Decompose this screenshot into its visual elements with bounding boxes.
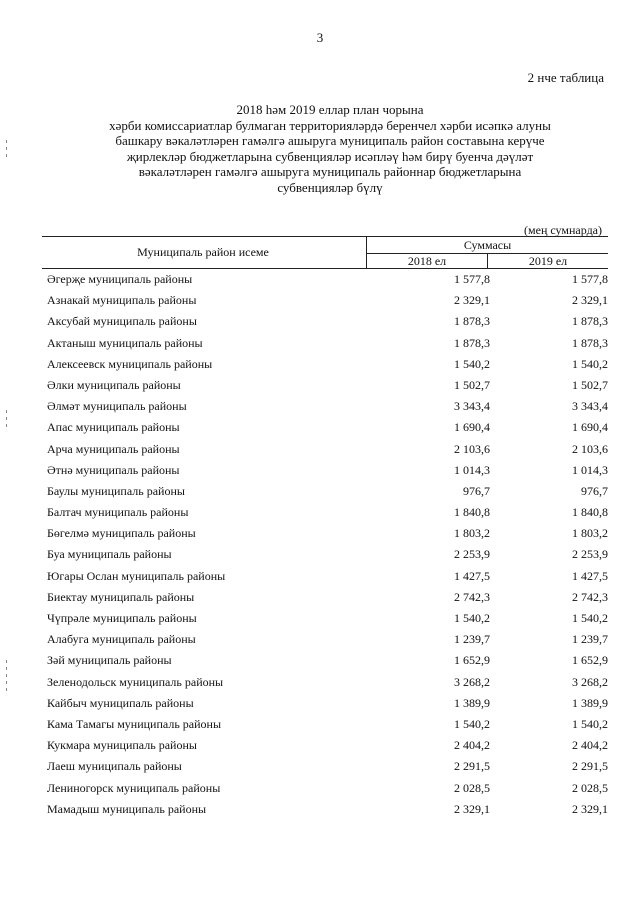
table-row (0, 607, 640, 628)
row-value-2018: 2 253,9 (454, 547, 490, 562)
row-name: Әгерҗе муниципаль районы (47, 272, 193, 286)
table-label: 2 нче таблица (527, 70, 604, 85)
table-row (0, 310, 640, 331)
row-value-2018: 1 502,7 (454, 377, 490, 392)
row-name: Мамадыш муниципаль районы (47, 801, 207, 816)
row-value-2019: 1 427,5 (572, 568, 608, 583)
row-value-2019: 1 577,8 (572, 272, 608, 286)
table-row (0, 692, 640, 713)
table-row (0, 522, 640, 543)
header-year-2019: 2019 ел (528, 254, 568, 268)
table-row (0, 565, 640, 586)
title-line: вәкаләтләрен гамәлгә ашыруга муниципаль районнар бюджетларына (138, 164, 522, 179)
row-value-2018: 2 329,1 (454, 801, 490, 816)
table-row (0, 586, 640, 607)
row-value-2018: 2 329,1 (454, 293, 490, 308)
row-name: Зеленодольск муниципаль районы (47, 674, 224, 689)
row-value-2019: 1 803,2 (572, 526, 608, 541)
row-value-2018: 1 239,7 (454, 632, 490, 647)
table-body (0, 268, 640, 819)
table-row (0, 374, 640, 395)
row-value-2018: 976,7 (463, 483, 490, 498)
margin-marks (6, 140, 8, 161)
row-value-2018: 2 103,6 (454, 441, 490, 456)
row-value-2018: 1 427,5 (454, 568, 490, 583)
row-name: Лаеш муниципаль районы (47, 759, 182, 774)
row-name: Буа муниципаль районы (47, 547, 172, 562)
header-year-2018: 2018 ел (407, 254, 447, 268)
row-name: Азнакай муниципаль районы (47, 293, 197, 308)
row-name: Алабуга муниципаль районы (47, 632, 196, 647)
row-name: Әлмәт муниципаль районы (47, 399, 187, 414)
row-value-2018: 1 803,2 (454, 526, 490, 541)
margin-marks (6, 410, 8, 431)
row-name: Апас муниципаль районы (47, 420, 180, 435)
table-row (0, 459, 640, 480)
table-row (0, 734, 640, 755)
table-row (0, 332, 640, 353)
row-value-2018: 3 343,4 (454, 399, 490, 414)
title-line: башкару вәкаләтләрен гамәлгә ашыруга муниципаль район составына керүче (115, 133, 545, 148)
row-value-2018: 1 540,2 (454, 356, 490, 371)
table-row (0, 268, 640, 289)
row-value-2018: 2 742,3 (454, 589, 490, 604)
row-value-2018: 1 652,9 (454, 653, 490, 668)
row-value-2018: 1 840,8 (454, 505, 490, 520)
units-note: (мең сумнарда) (524, 223, 602, 237)
row-value-2019: 2 291,5 (572, 759, 608, 774)
table-row (0, 798, 640, 819)
row-value-2018: 1 540,2 (454, 716, 490, 731)
table-row (0, 438, 640, 459)
row-value-2019: 2 404,2 (572, 738, 608, 753)
margin-marks (6, 660, 8, 695)
row-value-2019: 1 652,9 (572, 653, 608, 668)
row-value-2018: 2 291,5 (454, 759, 490, 774)
row-value-2019: 2 103,6 (572, 441, 608, 456)
table-row (0, 649, 640, 670)
row-name: Балтач муниципаль районы (47, 505, 189, 520)
row-value-2019: 1 540,2 (572, 716, 608, 731)
table-row (0, 416, 640, 437)
row-value-2018: 1 577,8 (454, 272, 490, 286)
row-name: Югары Ослан муниципаль районы (47, 568, 226, 583)
row-value-2019: 1 540,2 (572, 356, 608, 371)
row-name: Алексеевск муниципаль районы (47, 356, 213, 371)
row-value-2019: 2 742,3 (572, 589, 608, 604)
row-name: Бөгелмә муниципаль районы (47, 526, 196, 541)
document-title (60, 102, 600, 195)
row-value-2018: 1 878,3 (454, 314, 490, 329)
row-name: Актаныш муниципаль районы (47, 335, 203, 350)
row-value-2018: 1 389,9 (454, 695, 490, 710)
table-row (0, 289, 640, 310)
table-row (0, 713, 640, 734)
header-sum: Суммасы (463, 238, 512, 252)
title-line: хәрби комиссариатлар булмаган территорияләрдә беренчел хәрби исәпкә алуны (109, 117, 551, 133)
row-name: Аксубай муниципаль районы (47, 314, 197, 329)
row-value-2019: 2 253,9 (572, 547, 608, 562)
table-row (0, 755, 640, 776)
row-value-2019: 976,7 (581, 483, 608, 498)
row-value-2019: 2 329,1 (572, 293, 608, 308)
table-row (0, 777, 640, 798)
table-row (0, 480, 640, 501)
table-row (0, 671, 640, 692)
row-value-2019: 1 389,9 (572, 695, 608, 710)
row-name: Биектау муниципаль районы (47, 589, 195, 604)
row-value-2019: 1 239,7 (572, 632, 608, 647)
row-value-2018: 1 878,3 (454, 335, 490, 350)
row-value-2019: 2 028,5 (572, 780, 608, 795)
row-value-2019: 2 329,1 (572, 801, 608, 816)
title-line: субвенцияләр бүлү (277, 179, 383, 195)
row-value-2019: 3 343,4 (572, 399, 608, 414)
row-value-2019: 1 502,7 (572, 377, 608, 392)
header-municipality-name: Муниципаль район исеме (137, 245, 269, 259)
row-value-2019: 1 840,8 (572, 505, 608, 520)
title-line: 2018 һәм 2019 еллар план чорына (236, 102, 424, 117)
row-name: Чүпрәле муниципаль районы (47, 611, 197, 625)
row-value-2018: 1 540,2 (454, 611, 490, 625)
row-value-2018: 3 268,2 (454, 674, 490, 689)
row-value-2018: 2 404,2 (454, 738, 490, 753)
page-number: 3 (316, 30, 324, 45)
row-name: Кама Тамагы муниципаль районы (47, 716, 222, 731)
table-header (42, 236, 608, 269)
table-row (0, 628, 640, 649)
table-row (0, 501, 640, 522)
title-line: җирлекләр бюджетларына субвенцияләр исәпләү һәм бирү буенча дәүләт (126, 148, 534, 164)
table-row (0, 395, 640, 416)
row-name: Зәй муниципаль районы (47, 653, 172, 668)
row-value-2019: 3 268,2 (572, 674, 608, 689)
row-name: Арча муниципаль районы (47, 441, 180, 456)
row-value-2018: 2 028,5 (454, 780, 490, 795)
row-value-2019: 1 878,3 (572, 314, 608, 329)
row-name: Әтнә муниципаль районы (47, 462, 180, 477)
table-row (0, 353, 640, 374)
table-row (0, 543, 640, 564)
row-name: Лениногорск муниципаль районы (47, 780, 221, 795)
row-name: Баулы муниципаль районы (47, 483, 185, 498)
row-value-2019: 1 878,3 (572, 335, 608, 350)
row-value-2018: 1 690,4 (454, 420, 490, 435)
row-name: Кукмара муниципаль районы (47, 738, 197, 753)
row-value-2018: 1 014,3 (454, 462, 490, 477)
row-name: Әлки муниципаль районы (47, 377, 181, 392)
row-value-2019: 1 540,2 (572, 611, 608, 625)
row-name: Кайбыч муниципаль районы (47, 695, 194, 710)
row-value-2019: 1 014,3 (572, 462, 608, 477)
row-value-2019: 1 690,4 (572, 420, 608, 435)
